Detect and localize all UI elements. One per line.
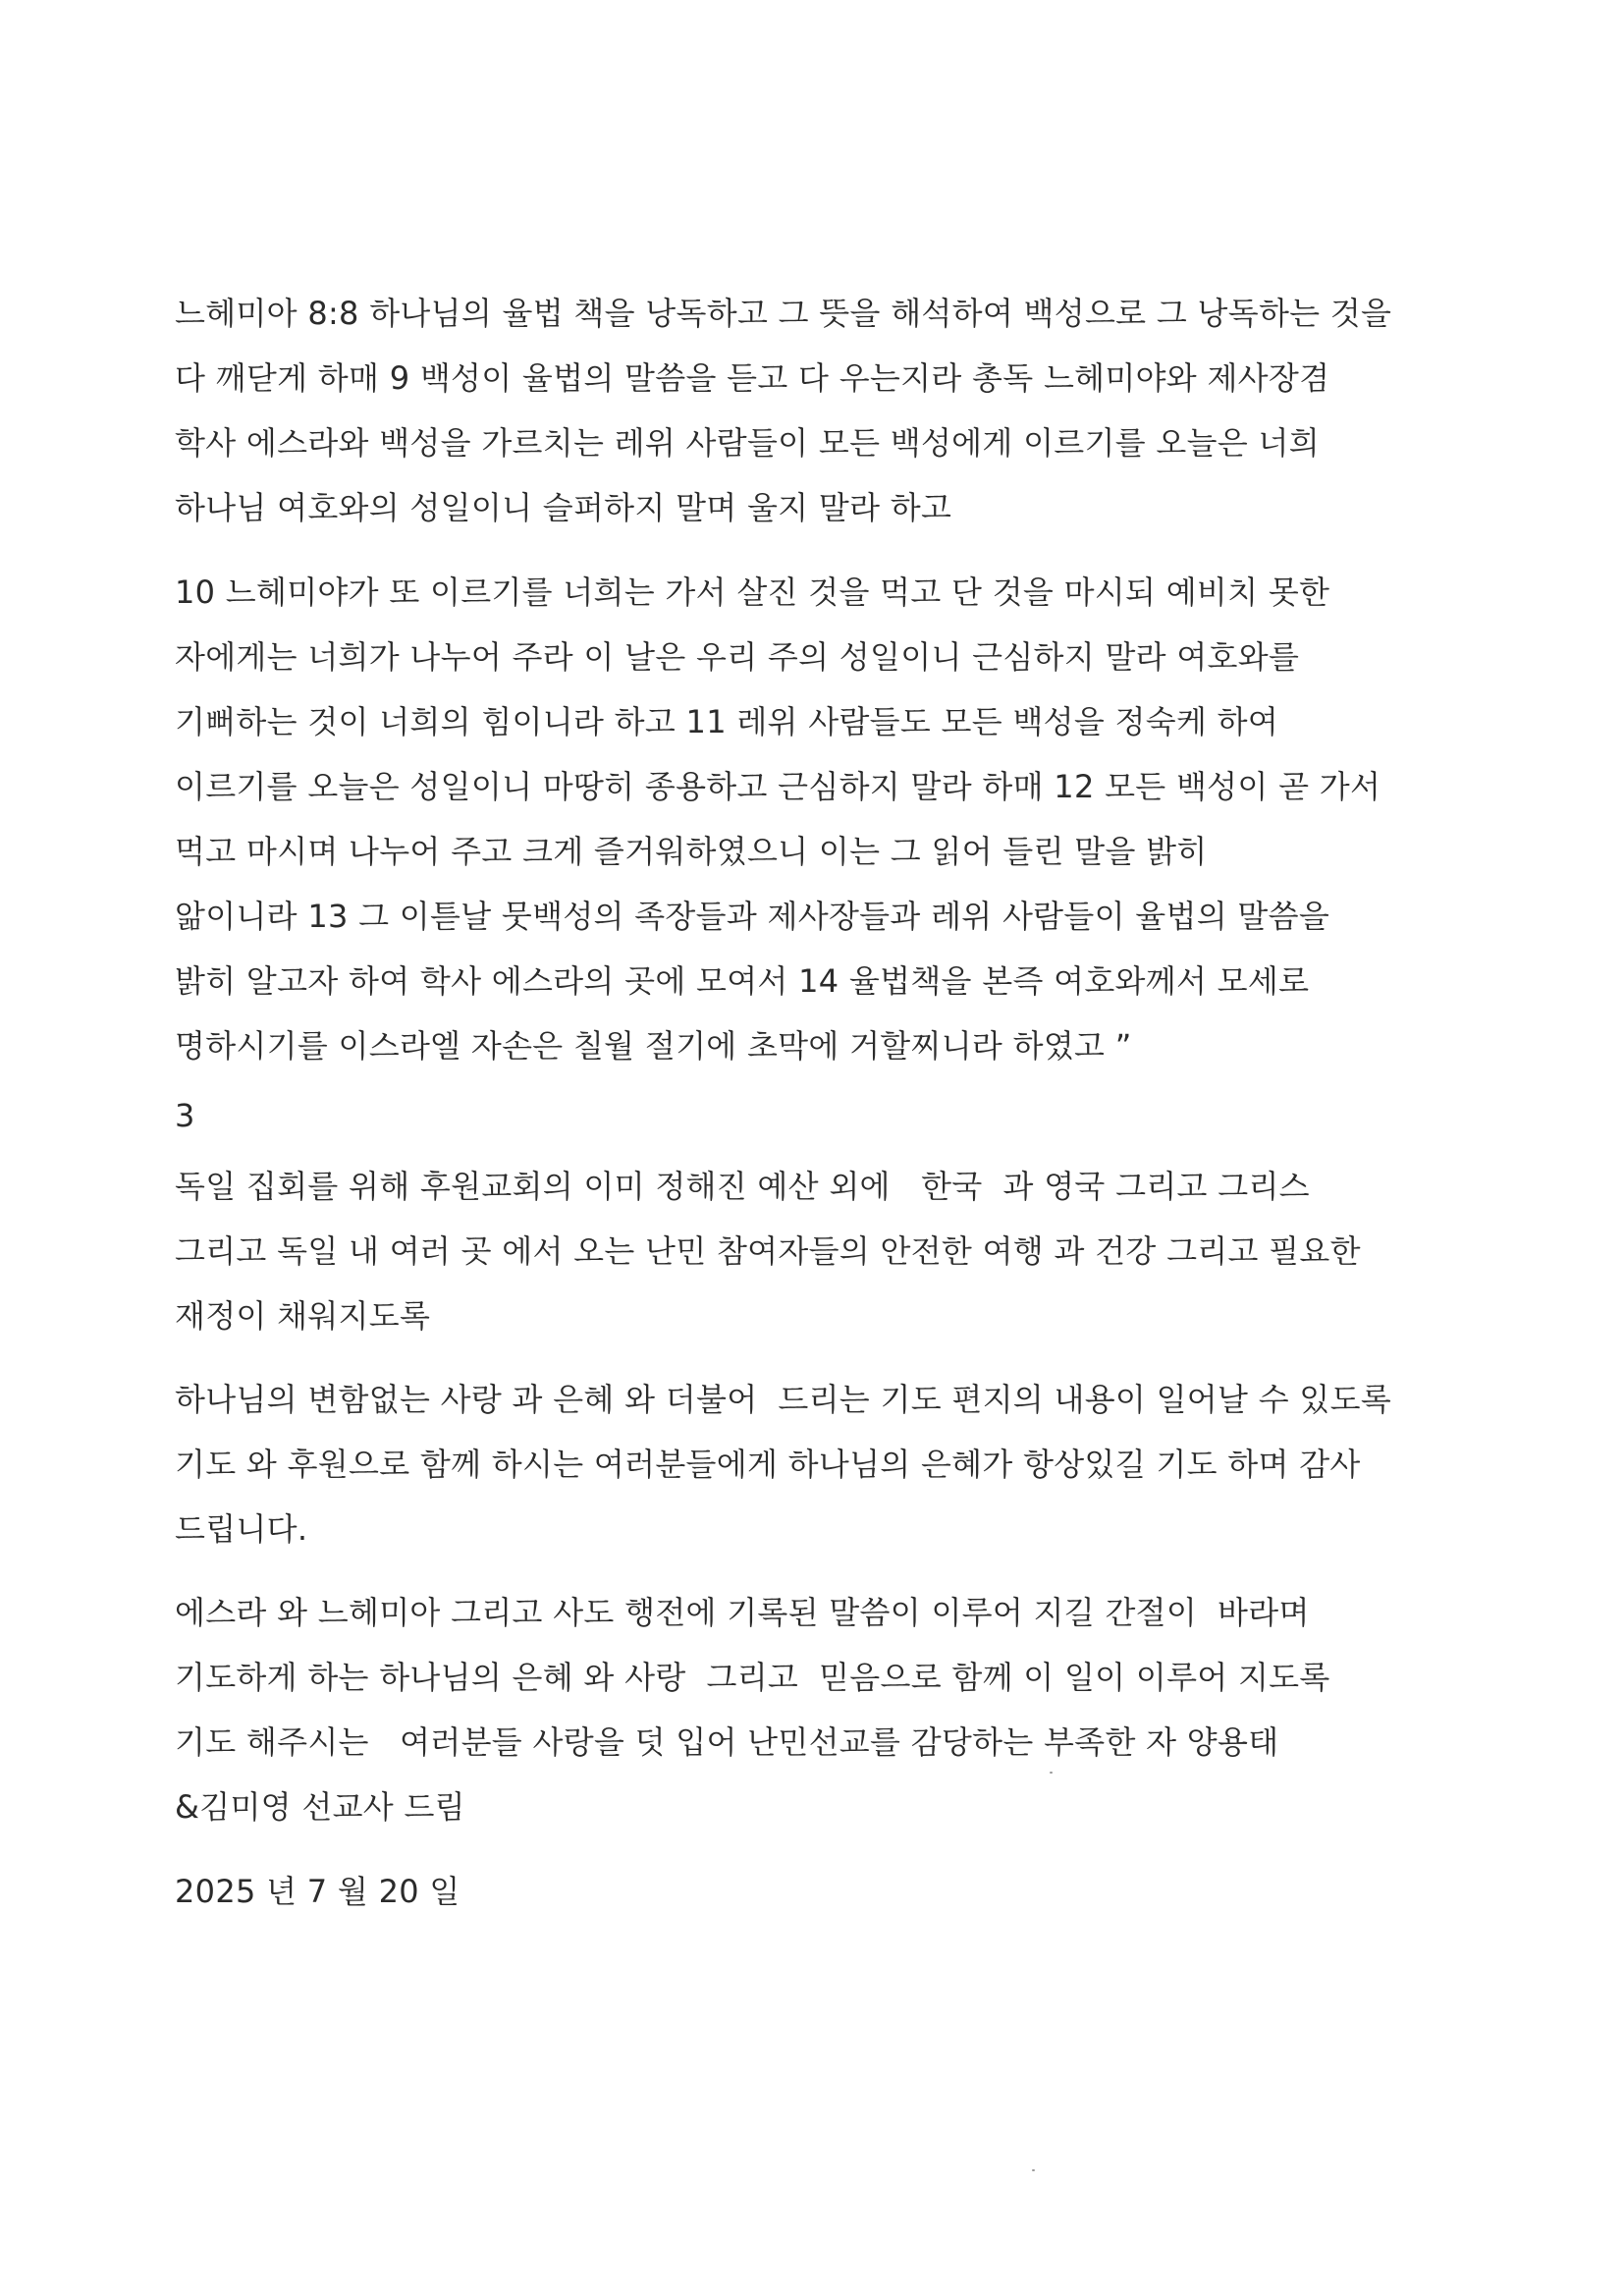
text-line: 학사 에스라와 백성을 가르치는 레위 사람들이 모든 백성에게 이르기를 오늘은 너희 <box>175 424 1320 462</box>
text-line: 드립니다. <box>175 1510 308 1548</box>
scan-speck <box>1032 2169 1035 2171</box>
text-line: 느헤미아 8:8 하나님의 율법 책을 낭독하고 그 뜻을 해석하여 백성으로 그 낭독하는 것을 <box>175 295 1392 332</box>
text-line: 재정이 채워지도록 <box>175 1297 431 1335</box>
text-line: 다 깨닫게 하매 9 백성이 율법의 말씀을 듣고 다 우는지라 총독 느헤미야와 제사장겸 <box>175 359 1330 397</box>
scan-speck <box>1050 1772 1053 1774</box>
section-number: 3 <box>175 1097 195 1134</box>
text-line: 기뻐하는 것이 너희의 힘이니라 하고 11 레위 사람들도 모든 백성을 정숙케 하여 <box>175 703 1279 740</box>
text-line: 기도 해주시는 여러분들 사랑을 덧 입어 난민선교를 감당하는 부족한 자 양용태 <box>175 1723 1279 1761</box>
text-line: 명하시기를 이스라엘 자손은 칠월 절기에 초막에 거할찌니라 하였고 ” <box>175 1027 1132 1065</box>
text-line: 에스라 와 느헤미아 그리고 사도 행전에 기록된 말씀이 이루어 지길 간절이 바라며 <box>175 1594 1310 1631</box>
text-line: 독일 집회를 위해 후원교회의 이미 정해진 예산 외에 한국 과 영국 그리고 그리스 <box>175 1168 1310 1205</box>
text-line: 10 느헤미야가 또 이르기를 너희는 가서 살진 것을 먹고 단 것을 마시되 예비치 못한 <box>175 574 1330 611</box>
text-line: 기도 와 후원으로 함께 하시는 여러분들에게 하나님의 은혜가 항상있길 기도 하며 감사 <box>175 1446 1361 1483</box>
text-line: 하나님 여호와의 성일이니 슬퍼하지 말며 울지 말라 하고 <box>175 489 952 526</box>
text-line: 하나님의 변함없는 사랑 과 은혜 와 더불어 드리는 기도 편지의 내용이 일어날 수 있도록 <box>175 1381 1392 1418</box>
text-line: 앎이니라 13 그 이튿날 뭇백성의 족장들과 제사장들과 레위 사람들이 율법의 말씀을 <box>175 898 1330 935</box>
text-line: 그리고 독일 내 여러 곳 에서 오는 난민 참여자들의 안전한 여행 과 건강 그리고 필요한 <box>175 1232 1361 1270</box>
text-line: 자에게는 너희가 나누어 주라 이 날은 우리 주의 성일이니 근심하지 말라 여호와를 <box>175 638 1300 676</box>
text-line: &김미영 선교사 드림 <box>175 1788 465 1826</box>
text-line: 이르기를 오늘은 성일이니 마땅히 종용하고 근심하지 말라 하매 12 모든 백성이 곧 가서 <box>175 768 1381 805</box>
date-line: 2025 년 7 월 20 일 <box>175 1873 460 1910</box>
text-line: 먹고 마시며 나누어 주고 크게 즐거워하였으니 이는 그 읽어 들린 말을 밝히 <box>175 833 1208 870</box>
text-line: 기도하게 하는 하나님의 은혜 와 사랑 그리고 믿음으로 함께 이 일이 이루어 지도록 <box>175 1659 1330 1696</box>
text-line: 밝히 알고자 하여 학사 에스라의 곳에 모여서 14 율법책을 본즉 여호와께서 모세로 <box>175 962 1310 1000</box>
